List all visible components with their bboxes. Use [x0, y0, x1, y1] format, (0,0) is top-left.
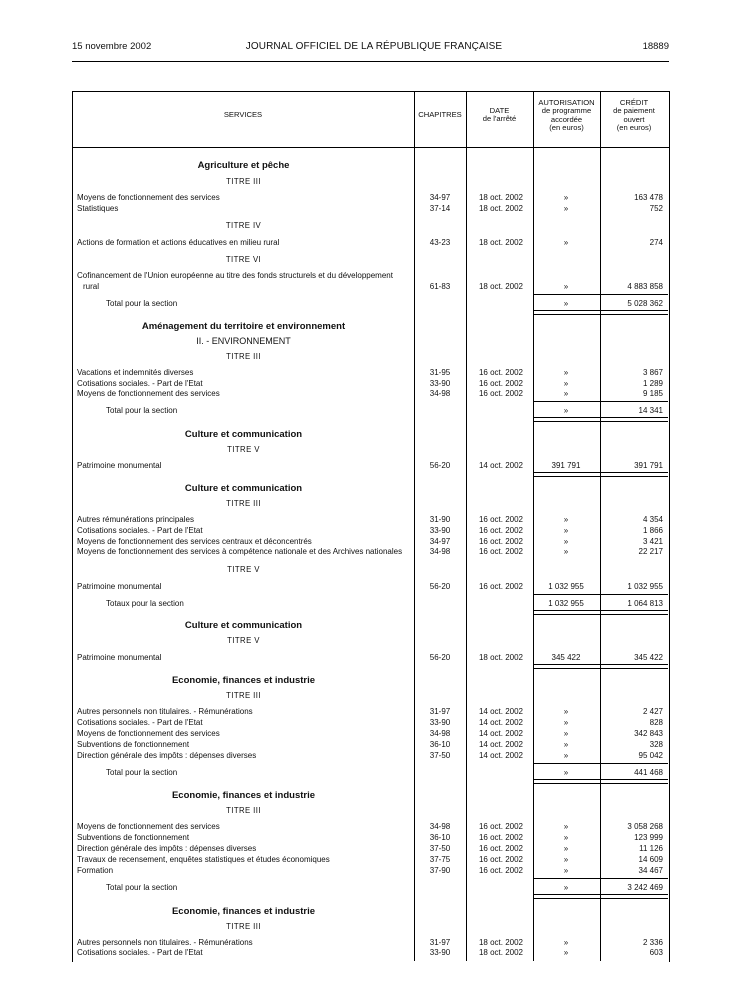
- row-label: Patrimoine monumental: [77, 653, 162, 662]
- titre-heading: TITRE III: [226, 352, 261, 361]
- row-date: 18 oct. 2002: [478, 238, 524, 247]
- total-credit: 3 242 469: [627, 883, 663, 892]
- row-credit: 342 843: [634, 729, 663, 738]
- row-autorisation: »: [563, 740, 569, 749]
- row-credit: 3 421: [642, 537, 663, 546]
- row-credit: 2 336: [642, 938, 663, 947]
- section-title: Economie, finances et industrie: [171, 675, 316, 686]
- double-rule: [533, 779, 668, 784]
- row-date: 14 oct. 2002: [478, 751, 524, 760]
- row-credit: 95 042: [638, 751, 663, 760]
- row-chapitre: 31-90: [429, 515, 451, 524]
- titre-heading: TITRE III: [226, 499, 261, 508]
- row-date: 18 oct. 2002: [478, 282, 524, 291]
- row-date: 14 oct. 2002: [478, 740, 524, 749]
- header-date: 15 novembre 2002: [72, 41, 152, 52]
- col-header-credit-line4: (en euros): [616, 123, 652, 133]
- col-header-auto-line3: accordée: [550, 114, 583, 124]
- row-autorisation: »: [563, 707, 569, 716]
- row-date: 16 oct. 2002: [478, 368, 524, 377]
- row-chapitre: 33-90: [429, 948, 451, 957]
- total-credit: 441 468: [634, 768, 663, 777]
- row-label: Subventions de fonctionnement: [77, 833, 190, 842]
- row-label-line2: rural: [83, 282, 100, 291]
- row-credit: 14 609: [638, 855, 663, 864]
- row-credit: 391 791: [634, 461, 663, 470]
- titre-heading: TITRE III: [226, 691, 261, 700]
- row-label: Direction générale des impôts : dépenses diverses: [77, 844, 257, 853]
- row-chapitre: 37-14: [429, 204, 451, 213]
- row-credit: 4 883 858: [627, 282, 663, 291]
- total-credit: 1 064 813: [627, 599, 663, 608]
- row-autorisation: »: [563, 526, 569, 535]
- titre-heading: TITRE VI: [225, 255, 262, 264]
- row-chapitre: 37-90: [429, 866, 451, 875]
- header-page-number: 18889: [642, 41, 669, 52]
- row-date: 18 oct. 2002: [478, 948, 524, 957]
- col-header-credit: [600, 99, 668, 133]
- row-date: 18 oct. 2002: [478, 193, 524, 202]
- row-autorisation: 345 422: [551, 653, 581, 662]
- row-chapitre: 56-20: [429, 653, 451, 662]
- section-title: Culture et communication: [184, 429, 303, 440]
- row-chapitre: 37-50: [429, 844, 451, 853]
- row-chapitre: 37-75: [429, 855, 451, 864]
- row-chapitre: 43-23: [429, 238, 451, 247]
- row-chapitre: 34-98: [429, 729, 451, 738]
- total-credit: 5 028 362: [627, 299, 663, 308]
- row-chapitre: 36-10: [429, 833, 451, 842]
- row-label: Formation: [77, 866, 114, 875]
- double-rule: [533, 310, 668, 315]
- row-date: 16 oct. 2002: [478, 379, 524, 388]
- row-chapitre: 34-97: [429, 537, 451, 546]
- row-credit: 3 867: [642, 368, 663, 377]
- col-header-date: [466, 107, 533, 124]
- row-chapitre: 31-97: [429, 707, 451, 716]
- titre-heading: TITRE V: [227, 636, 260, 645]
- row-chapitre: 34-97: [429, 193, 451, 202]
- row-label: Cotisations sociales. - Part de l'Etat: [77, 379, 203, 388]
- total-label: Total pour la section: [106, 299, 178, 308]
- total-credit: 14 341: [638, 406, 663, 415]
- row-label: Subventions de fonctionnement: [77, 740, 190, 749]
- row-autorisation: »: [563, 537, 569, 546]
- row-credit: 345 422: [634, 653, 663, 662]
- total-autorisation: »: [563, 883, 569, 892]
- total-rule: [533, 763, 668, 764]
- row-date: 18 oct. 2002: [478, 938, 524, 947]
- row-label-line1: Cofinancement de l'Union européenne au titre des fonds structurels et du développement: [77, 271, 393, 280]
- col-divider-date: [466, 91, 467, 961]
- total-autorisation: »: [563, 299, 569, 308]
- total-rule: [533, 294, 668, 295]
- row-autorisation: »: [563, 547, 569, 556]
- row-credit: 9 185: [642, 389, 663, 398]
- row-date: 16 oct. 2002: [478, 526, 524, 535]
- row-label: Moyens de fonctionnement des services: [77, 193, 220, 202]
- row-credit: 1 289: [642, 379, 663, 388]
- row-label: Patrimoine monumental: [77, 582, 162, 591]
- row-date: 16 oct. 2002: [478, 547, 524, 556]
- section-title: Agriculture et pêche: [197, 160, 290, 171]
- row-autorisation: »: [563, 368, 569, 377]
- double-rule: [533, 472, 668, 477]
- row-label: Actions de formation et actions éducatives en milieu rural: [77, 238, 280, 247]
- row-autorisation: »: [563, 833, 569, 842]
- row-autorisation: »: [563, 948, 569, 957]
- row-credit: 11 126: [639, 844, 663, 853]
- row-label: Patrimoine monumental: [77, 461, 162, 470]
- row-autorisation: »: [563, 938, 569, 947]
- total-label: Total pour la section: [106, 768, 178, 777]
- row-credit: 123 999: [634, 833, 663, 842]
- row-autorisation: »: [563, 379, 569, 388]
- row-date: 14 oct. 2002: [478, 718, 524, 727]
- col-header-auto-line4: (en euros): [549, 123, 584, 133]
- row-chapitre: 56-20: [429, 461, 451, 470]
- section-title: Aménagement du territoire et environnement: [141, 321, 346, 332]
- row-autorisation: »: [563, 855, 569, 864]
- row-chapitre: 34-98: [429, 547, 451, 556]
- section-title: Economie, finances et industrie: [171, 790, 316, 801]
- col-header-auto-line1: AUTORISATION: [538, 98, 595, 107]
- row-date: 18 oct. 2002: [478, 653, 524, 662]
- row-autorisation: 391 791: [551, 461, 581, 470]
- titre-heading: TITRE III: [226, 922, 261, 931]
- total-label: Totaux pour la section: [106, 599, 184, 608]
- total-rule: [533, 401, 668, 402]
- section-title: Economie, finances et industrie: [171, 906, 316, 917]
- row-date: 16 oct. 2002: [478, 537, 524, 546]
- row-label: Moyens de fonctionnement des services: [77, 389, 220, 398]
- row-credit: 34 467: [638, 866, 663, 875]
- titre-heading: TITRE V: [227, 565, 260, 574]
- col-header-chapitres: CHAPITRES: [418, 110, 462, 119]
- row-chapitre: 37-50: [429, 751, 451, 760]
- row-date: 16 oct. 2002: [478, 822, 524, 831]
- row-label: Cotisations sociales. - Part de l'Etat: [77, 526, 203, 535]
- double-rule: [533, 610, 668, 615]
- titre-heading: TITRE IV: [225, 221, 262, 230]
- double-rule: [533, 664, 668, 669]
- row-credit: 828: [649, 718, 663, 727]
- row-date: 16 oct. 2002: [478, 389, 524, 398]
- row-date: 16 oct. 2002: [478, 844, 524, 853]
- row-chapitre: 34-98: [429, 822, 451, 831]
- header-rule: [72, 61, 669, 62]
- row-label: Cotisations sociales. - Part de l'Etat: [77, 718, 203, 727]
- row-credit: 1 866: [642, 526, 663, 535]
- row-autorisation: »: [563, 282, 569, 291]
- row-date: 14 oct. 2002: [478, 707, 524, 716]
- col-header-date-line1: DATE: [489, 106, 510, 115]
- row-chapitre: 33-90: [429, 526, 451, 535]
- header-title: JOURNAL OFFICIEL DE LA RÉPUBLIQUE FRANÇAISE: [245, 41, 503, 52]
- row-date: 16 oct. 2002: [478, 515, 524, 524]
- col-header-credit-line2: de paiement: [613, 106, 655, 116]
- row-credit: 3 058 268: [627, 822, 663, 831]
- row-credit: 752: [649, 204, 663, 213]
- total-label: Total pour la section: [106, 883, 178, 892]
- row-autorisation: »: [563, 204, 569, 213]
- col-header-date-line2: de l'arrêté: [482, 114, 517, 124]
- row-chapitre: 56-20: [429, 582, 451, 591]
- col-header-auto-line2: de programme: [541, 106, 592, 116]
- row-credit: 1 032 955: [627, 582, 663, 591]
- row-chapitre: 36-10: [429, 740, 451, 749]
- row-date: 16 oct. 2002: [478, 833, 524, 842]
- section-title: Culture et communication: [184, 620, 303, 631]
- row-date: 18 oct. 2002: [478, 204, 524, 213]
- row-date: 16 oct. 2002: [478, 582, 524, 591]
- row-chapitre: 33-90: [429, 718, 451, 727]
- row-credit: 22 217: [638, 547, 663, 556]
- row-label: Statistiques: [77, 204, 119, 213]
- row-credit: 4 354: [642, 515, 663, 524]
- row-label: Direction générale des impôts : dépenses diverses: [77, 751, 257, 760]
- row-autorisation: »: [563, 866, 569, 875]
- row-label: Cotisations sociales. - Part de l'Etat: [77, 948, 203, 957]
- total-rule: [533, 878, 668, 879]
- row-label: Moyens de fonctionnement des services: [77, 822, 220, 831]
- row-chapitre: 31-95: [429, 368, 451, 377]
- row-autorisation: »: [563, 822, 569, 831]
- row-chapitre: 31-97: [429, 938, 451, 947]
- titre-heading: TITRE III: [226, 177, 261, 186]
- row-credit: 163 478: [634, 193, 663, 202]
- row-autorisation: »: [563, 515, 569, 524]
- total-rule: [533, 594, 668, 595]
- row-autorisation: 1 032 955: [548, 582, 584, 591]
- row-date: 14 oct. 2002: [478, 461, 524, 470]
- total-autorisation: 1 032 955: [548, 599, 584, 608]
- total-autorisation: »: [563, 406, 569, 415]
- row-credit: 274: [649, 238, 663, 247]
- section-title: Culture et communication: [184, 483, 303, 494]
- row-label: Vacations et indemnités diverses: [77, 368, 194, 377]
- row-autorisation: »: [563, 238, 569, 247]
- col-header-autorisation: [533, 99, 600, 133]
- row-label: Travaux de recensement, enquêtes statistiques et études économiques: [77, 855, 330, 864]
- row-label: Autres rémunérations principales: [77, 515, 194, 524]
- row-chapitre: 34-98: [429, 389, 451, 398]
- col-header-credit-line3: ouvert: [623, 114, 645, 124]
- row-autorisation: »: [563, 729, 569, 738]
- row-chapitre: 33-90: [429, 379, 451, 388]
- row-autorisation: »: [563, 389, 569, 398]
- double-rule: [533, 417, 668, 422]
- row-credit: 2 427: [642, 707, 663, 716]
- row-autorisation: »: [563, 844, 569, 853]
- total-autorisation: »: [563, 768, 569, 777]
- row-date: 14 oct. 2002: [478, 729, 524, 738]
- total-label: Total pour la section: [106, 406, 178, 415]
- row-label: Moyens de fonctionnement des services à compétence nationale et des Archives nationales: [77, 547, 403, 556]
- double-rule: [533, 894, 668, 899]
- row-label: Moyens de fonctionnement des services centraux et déconcentrés: [77, 537, 312, 546]
- row-credit: 328: [649, 740, 663, 749]
- row-credit: 603: [649, 948, 663, 957]
- row-date: 16 oct. 2002: [478, 855, 524, 864]
- col-header-credit-line1: CRÉDIT: [619, 98, 649, 107]
- row-autorisation: »: [563, 751, 569, 760]
- row-chapitre: 61-83: [429, 282, 451, 291]
- row-autorisation: »: [563, 718, 569, 727]
- row-label: Moyens de fonctionnement des services: [77, 729, 220, 738]
- col-header-services: SERVICES: [223, 110, 263, 119]
- row-date: 16 oct. 2002: [478, 866, 524, 875]
- col-divider-autorisation: [533, 91, 534, 961]
- titre-heading: TITRE III: [226, 806, 261, 815]
- row-label: Autres personnels non titulaires. - Rémunérations: [77, 938, 253, 947]
- section-subtitle: II. - ENVIRONNEMENT: [196, 336, 291, 346]
- row-autorisation: »: [563, 193, 569, 202]
- titre-heading: TITRE V: [227, 445, 260, 454]
- row-label: Autres personnels non titulaires. - Rémunérations: [77, 707, 253, 716]
